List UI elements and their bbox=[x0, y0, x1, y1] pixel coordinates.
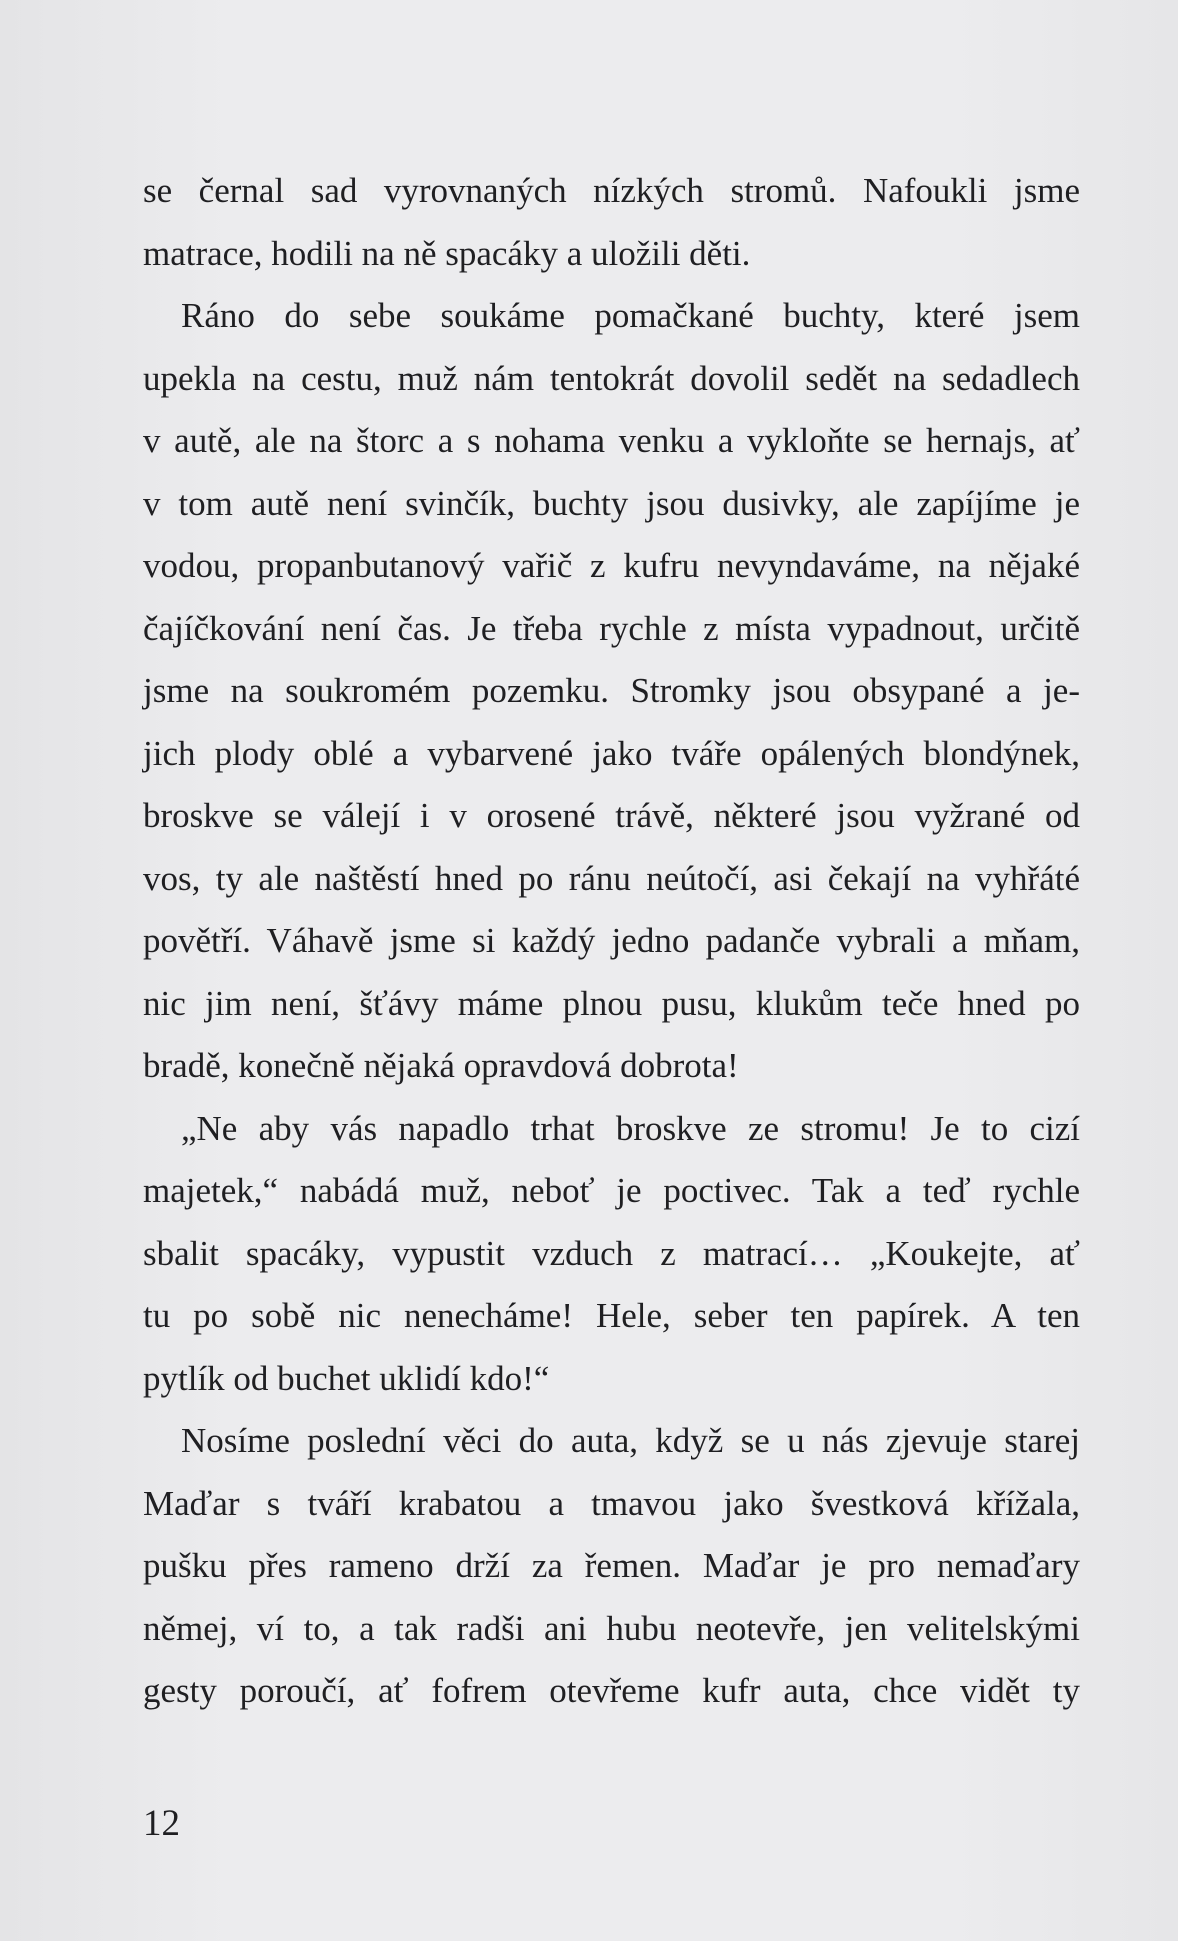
text-line: povětří. Váhavě jsme si každý jedno padanče vybrali a mňam, bbox=[143, 921, 1080, 960]
text-line: se černal sad vyrovnaných nízkých stromů. Nafoukli jsme bbox=[143, 171, 1080, 210]
text-line: Ráno do sebe soukáme pomačkané buchty, které jsem bbox=[181, 296, 1080, 335]
text-line: upekla na cestu, muž nám tentokrát dovolil sedět na sedadlech bbox=[143, 358, 1080, 398]
text-line: v autě, ale na štorc a s nohama venku a vykloňte se hernajs, ať bbox=[143, 421, 1080, 460]
text-line: nic jim není, šťávy máme plnou pusu, klukům teče hned po bbox=[143, 983, 1080, 1023]
text-line: „Ne aby vás napadlo trhat broskve ze stromu! Je to cizí bbox=[181, 1108, 1080, 1148]
text-line: majetek,“ nabádá muž, neboť je poctivec. Tak a teď rychle bbox=[143, 1171, 1080, 1210]
text-line: jich plody oblé a vybarvené jako tváře opálených blondýnek, bbox=[143, 733, 1080, 773]
text-line: sbalit spacáky, vypustit vzduch z matrací… „Koukejte, ať bbox=[143, 1233, 1080, 1273]
text-line: vos, ty ale naštěstí hned po ránu neútočí, asi čekají na vyhřáté bbox=[143, 858, 1080, 898]
text-line: němej, ví to, a tak radši ani hubu neotevře, jen velitelskými bbox=[143, 1608, 1080, 1648]
page-number: 12 bbox=[143, 1803, 180, 1844]
text-line: jsme na soukromém pozemku. Stromky jsou obsypané a je- bbox=[143, 671, 1080, 710]
text-line: pytlík od buchet uklidí kdo!“ bbox=[143, 1358, 550, 1398]
text-line: broskve se válejí i v orosené trávě, některé jsou vyžrané od bbox=[143, 796, 1080, 835]
text-line: čajíčkování není čas. Je třeba rychle z místa vypadnout, určitě bbox=[143, 608, 1080, 648]
text-line: v tom autě není svinčík, buchty jsou dusivky, ale zapíjíme je bbox=[143, 483, 1080, 523]
text-line: vodou, propanbutanový vařič z kufru nevyndaváme, na nějaké bbox=[143, 546, 1080, 585]
page-text bbox=[143, 160, 1080, 1723]
text-line: matrace, hodili na ně spacáky a uložili děti. bbox=[143, 233, 751, 273]
text-line: Nosíme poslední věci do auta, když se u nás zjevuje starej bbox=[181, 1421, 1080, 1460]
text-line: gesty poroučí, ať fofrem otevřeme kufr auta, chce vidět ty bbox=[143, 1671, 1080, 1710]
text-line: bradě, konečně nějaká opravdová dobrota! bbox=[143, 1046, 739, 1085]
text-line: tu po sobě nic nenecháme! Hele, seber ten papírek. A ten bbox=[143, 1296, 1080, 1335]
text-line: Maďar s tváří krabatou a tmavou jako švestková křížala, bbox=[143, 1483, 1080, 1523]
text-line: pušku přes rameno drží za řemen. Maďar je pro nemaďary bbox=[143, 1546, 1080, 1585]
